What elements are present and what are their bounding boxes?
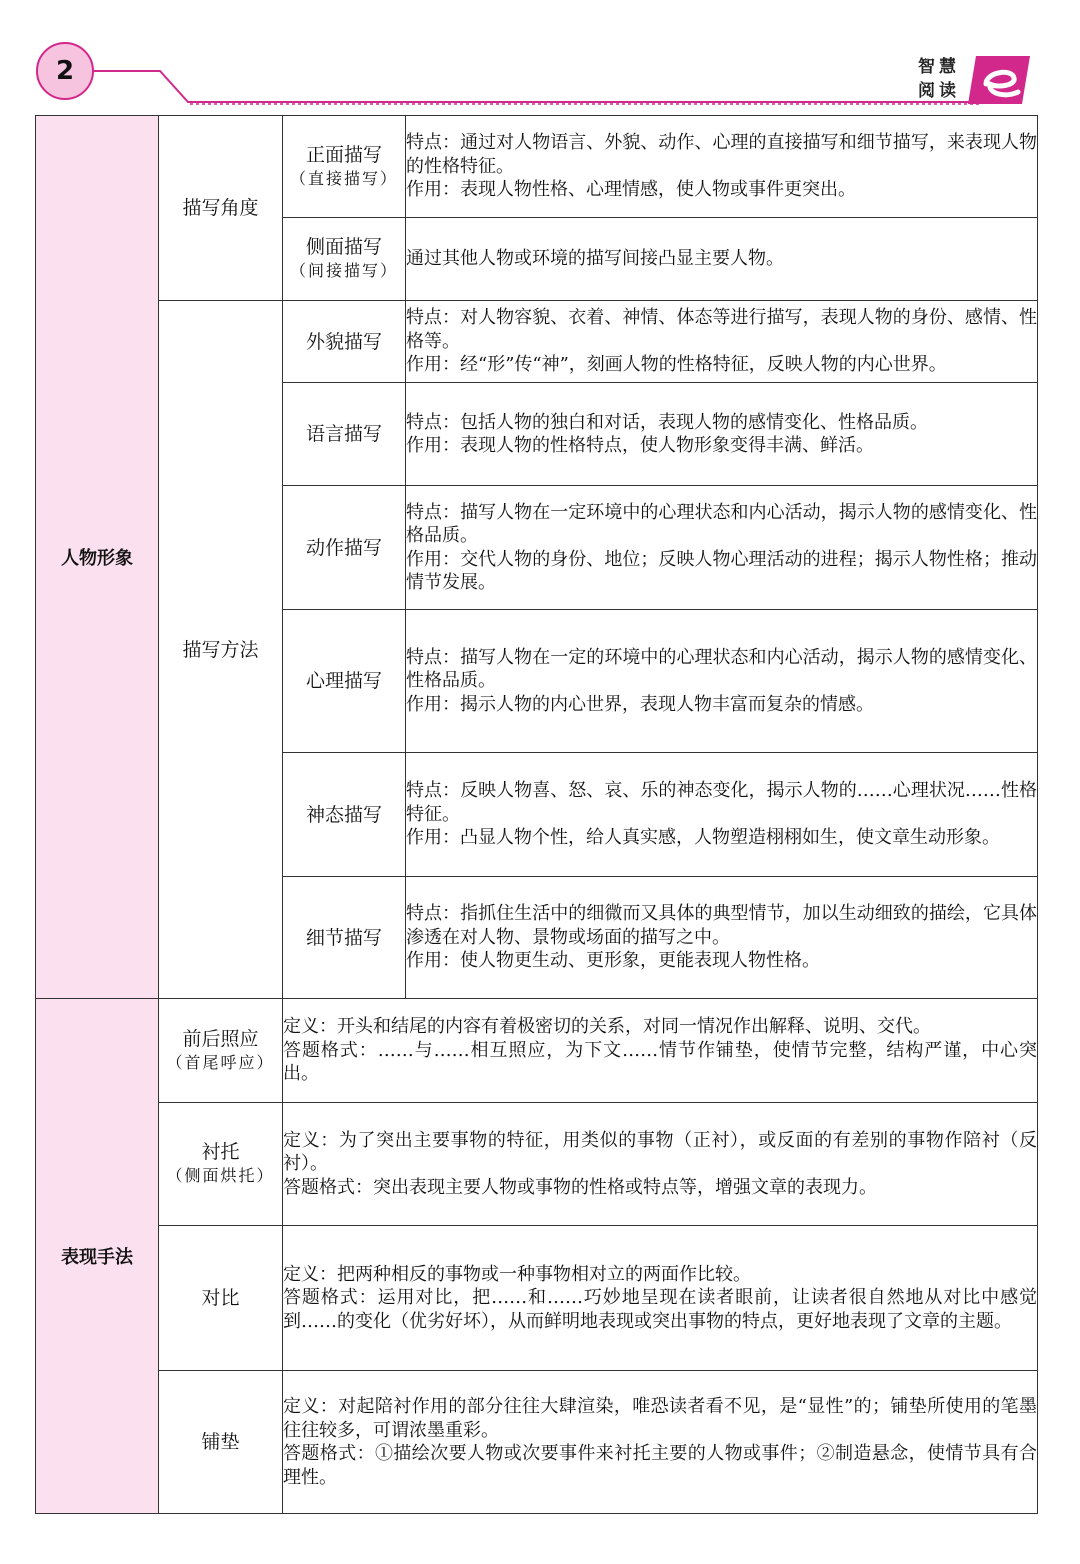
term-note: （首尾呼应） [166,1052,275,1072]
term-note: （间接描写） [289,261,398,280]
term-cell [283,218,406,301]
desc-line: 作用：交代人物的身份、地位；反映人物心理活动的进程；揭示人物性格；推动情节发展。 [406,548,1037,593]
term-cell: 铺垫 [159,1371,283,1514]
desc-line: 答题格式：突出表现主要人物或事物的性格或特点等，增强文章的表现力。 [283,1176,877,1198]
term-label: 前后照应 [182,1027,259,1050]
description-cell [283,1226,1038,1371]
description-cell [406,486,1038,610]
subcategory-cell: 描写方法 [159,301,283,999]
desc-line: 作用：经“形”传“神”，刻画人物的性格特征，反映人物的内心世界。 [406,354,947,376]
table-row [36,1371,1038,1514]
desc-line: 定义：为了突出主要事物的特征，用类似的事物（正衬），或反面的有差别的事物作陪衬（反衬）。 [283,1129,1037,1175]
term-cell [159,1103,283,1226]
desc-line: 作用：揭示人物的内心世界，表现人物丰富而复杂的情感。 [406,693,874,715]
desc-line: 通过其他人物或环境的描写间接凸显主要人物。 [406,248,784,270]
desc-line: 特点：指抓住生活中的细微而又具体的典型情节，加以生动细致的描绘，它具体渗透在对人物、景物或场面的描写之中。 [406,903,1037,948]
page-number: 2 [55,56,75,86]
desc-line: 特点：包括人物的独白和对话，表现人物的感情变化、性格品质。 [406,411,928,433]
page-number-badge [36,42,94,100]
term-cell: 对比 [159,1226,283,1371]
desc-line: 特点：反映人物喜、怒、哀、乐的神态变化，揭示人物的……心理状况……性格特征。 [406,780,1037,825]
term-label: 侧面描写 [305,236,382,258]
desc-line: 特点：描写人物在一定的环境中的心理状态和内心活动，揭示人物的感情变化、性格品质。 [406,646,1037,692]
term-note: （直接描写） [289,168,398,188]
description-cell [406,877,1038,999]
term-cell: 神态描写 [283,753,406,877]
subcategory-cell: 描写角度 [159,116,283,301]
term-cell: 心理描写 [283,610,406,753]
description-cell [283,1103,1038,1226]
term-note: （侧面烘托） [166,1166,275,1185]
desc-line: 作用：凸显人物个性，给人真实感，人物塑造栩栩如生，使文章生动形象。 [406,827,1000,849]
term-cell: 动作描写 [283,486,406,610]
term-cell: 语言描写 [283,383,406,486]
desc-line: 作用：表现人物性格、心理情感，使人物或事件更突出。 [406,179,856,201]
brand-bottom: 阅读 [918,81,960,101]
desc-line: 作用：使人物更生动、更形象，更能表现人物性格。 [406,950,820,972]
description-cell [406,383,1038,486]
term-cell [159,999,283,1103]
desc-line: 特点：对人物容貌、衣着、神情、体态等进行描写，表现人物的身份、感情、性格等。 [406,307,1037,352]
brand-top: 智慧 [918,57,960,77]
desc-line: 答题格式：……与……相互照应，为下文……情节作铺垫，使情节完整，结构严谨，中心突出。 [283,1039,1037,1085]
table-row [36,301,1038,383]
desc-line: 答题格式：运用对比，把……和……巧妙地呈现在读者眼前，让读者很自然地从对比中感觉到……的变化（优劣好坏），从而鲜明地表现或突出事物的特点，更好地表现了文章的主题。 [283,1287,1037,1332]
term-cell: 外貌描写 [283,301,406,383]
desc-line: 定义：把两种相反的事物或一种事物相对立的两面作比较。 [283,1263,751,1285]
table-row [36,1103,1038,1226]
desc-line: 定义：对起陪衬作用的部分往往大肆渲染，唯恐读者看不见，是“显性”的；铺垫所使用的笔墨往往较多，可谓浓墨重彩。 [283,1396,1037,1441]
description-cell [406,218,1038,301]
knowledge-table [35,115,1038,1514]
term-label: 正面描写 [305,143,382,166]
term-cell: 细节描写 [283,877,406,999]
description-cell [283,1371,1038,1514]
brand-text [918,55,966,105]
term-cell [283,116,406,218]
desc-line: 特点：描写人物在一定环境中的心理状态和内心活动，揭示人物的感情变化、性格品质。 [406,501,1037,546]
description-cell [283,999,1038,1103]
category-cell: 表现手法 [36,999,159,1514]
desc-line: 定义：开头和结尾的内容有着极密切的关系，对同一情况作出解释、说明、交代。 [283,1016,931,1038]
desc-line: 作用：表现人物的性格特点，使人物形象变得丰满、鲜活。 [406,435,874,456]
e-swirl-logo-icon [966,54,1032,106]
table-row [36,116,1038,218]
category-cell: 人物形象 [36,116,159,999]
description-cell [406,753,1038,877]
table-row [36,999,1038,1103]
description-cell [406,610,1038,753]
term-label: 衬托 [201,1141,240,1163]
description-cell [406,116,1038,218]
desc-line: 答题格式：①描绘次要人物或次要事件来衬托主要的人物或事件；②制造悬念，使情节具有合理性。 [283,1443,1037,1488]
description-cell [406,301,1038,383]
table-row [36,1226,1038,1371]
desc-line: 特点：通过对人物语言、外貌、动作、心理的直接描写和细节描写，来表现人物的性格特征。 [406,132,1037,177]
